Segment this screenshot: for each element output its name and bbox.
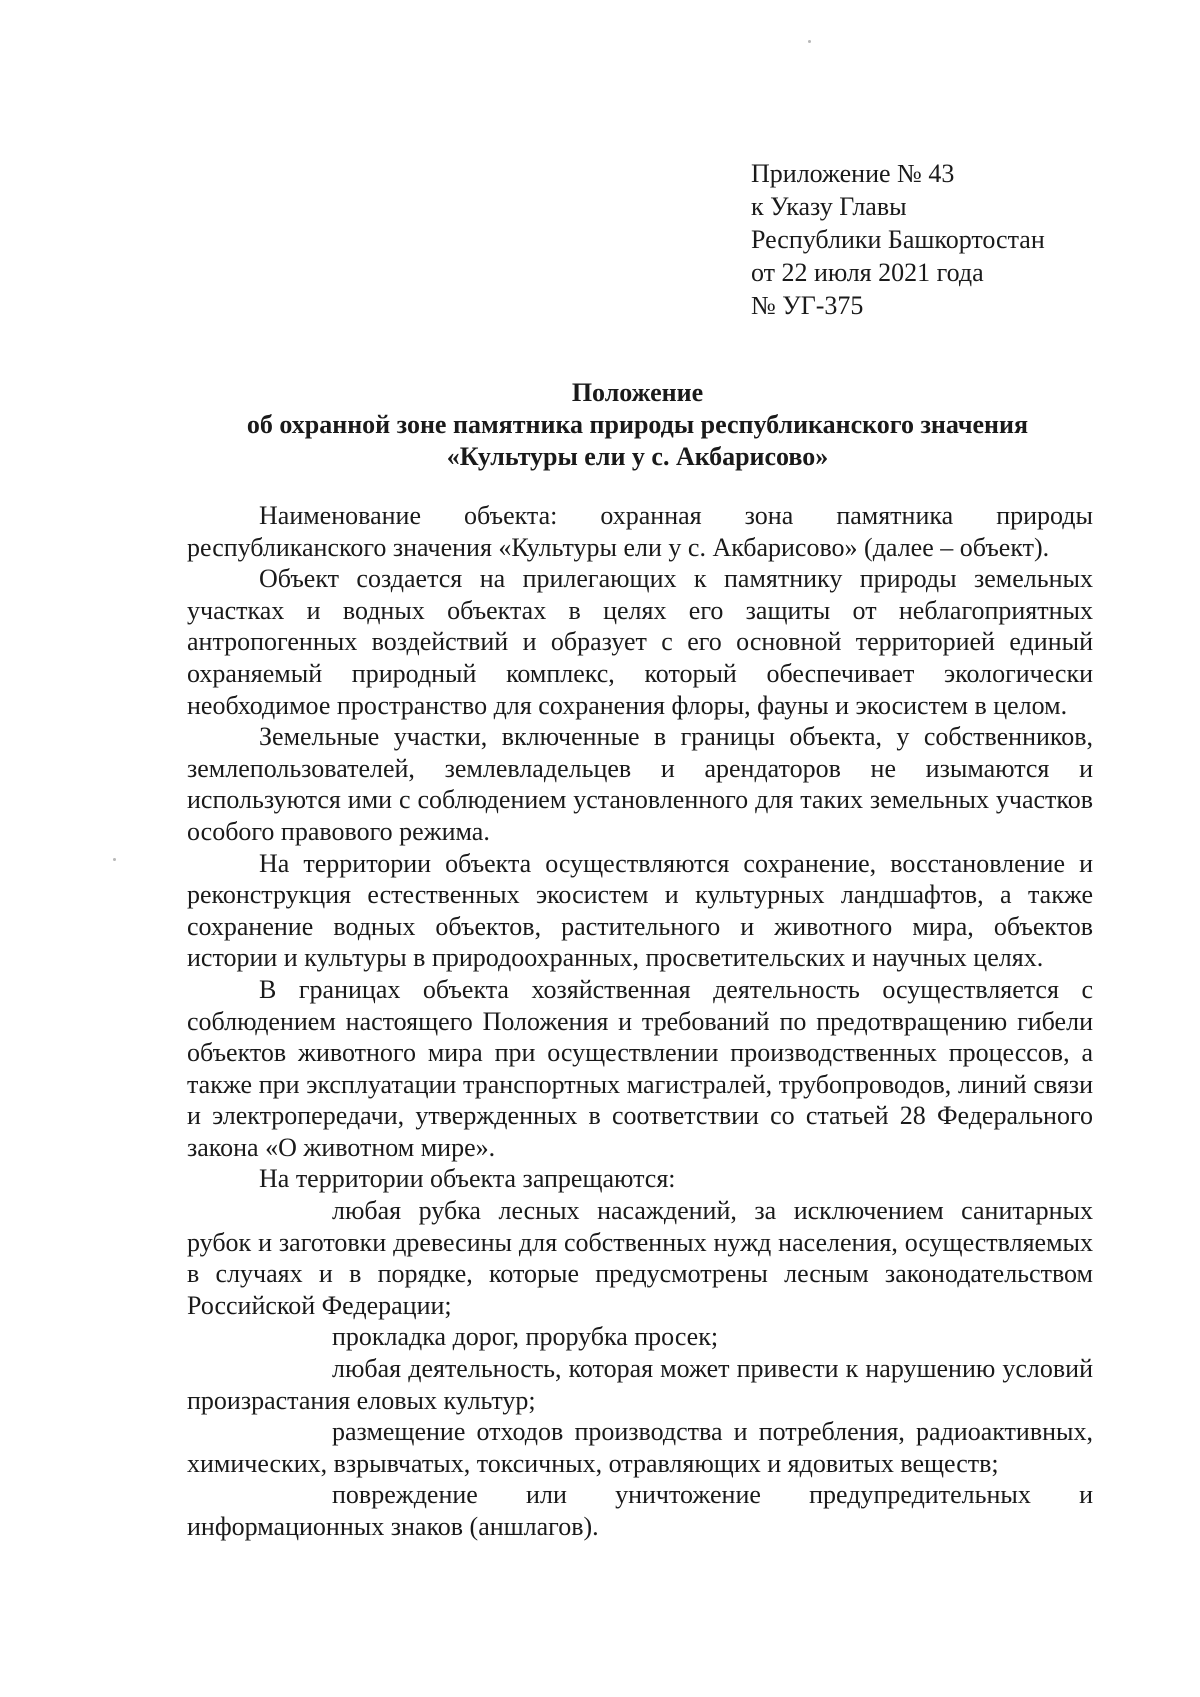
annex-header (751, 157, 1045, 322)
paragraph-land-plots: Земельные участки, включенные в границы объекта, у собственников, землепользователей, землевладельцев и арендаторов не изымаются и используются ими с соблюдением установленного для таких земельных участков особого правового режима. (187, 722, 1093, 846)
paragraph-prohibitions-intro: На территории объекта запрещаются: (259, 1164, 676, 1194)
prohibition-item: любая деятельность, которая может привести к нарушению условий произрастания еловых культур; (187, 1354, 1093, 1415)
title-line: «Культуры ели у с. Акбарисово» (446, 442, 829, 471)
paragraph-economic-activity: В границах объекта хозяйственная деятельность осуществляется с соблюдением настоящего Положения и требований по предотвращению гибели объектов животного мира при осуществлении производственных процессов, а также при эксплуатации транспортных магистралей, трубопроводов, линий связи и электропередачи, утвержденных в соответствии со статьей 28 Федерального закона «О животном мире». (187, 974, 1093, 1162)
paragraph-object-name: Наименование объекта: охранная зона памятника природы республиканского значения «Культуры ели у с. Акбарисово» (далее – объект). (187, 501, 1093, 562)
paragraph-conservation: На территории объекта осуществляются сохранение, восстановление и реконструкция естественных экосистем и культурных ландшафтов, а также сохранение водных объектов, растительного и животного мира, объектов истории и культуры в природоохранных, просветительских и научных целях. (187, 848, 1093, 973)
prohibition-item: любая рубка лесных насаждений, за исключением санитарных рубок и заготовки древесины для собственных нужд населения, осуществляемых в случаях и в порядке, которые предусмотрены лесным законодательством Российской Федерации; (187, 1196, 1093, 1320)
paragraph-purpose: Объект создается на прилегающих к памятнику природы земельных участках и водных объектах в целях его защиты от неблагоприятных антропогенных воздействий и образует с его основной территорией единый охраняемый природный комплекс, который обеспечивает экологически необходимое пространство для сохранения флоры, фауны и экосистем в целом. (187, 564, 1093, 720)
title-line: об охранной зоне памятника природы республиканского значения (246, 410, 1029, 439)
annex-line: к Указу Главы (751, 192, 907, 221)
prohibition-item: прокладка дорог, прорубка просек; (332, 1322, 719, 1352)
title-line: Положение (571, 378, 704, 407)
annex-line: Республики Башкортостан (751, 225, 1045, 254)
prohibition-item: повреждение или уничтожение предупредительных и информационных знаков (аншлагов). (187, 1480, 1093, 1541)
scan-artifact (113, 858, 116, 861)
scan-artifact (808, 40, 811, 43)
annex-line: от 22 июля 2021 года (751, 258, 984, 287)
document-body (187, 500, 1093, 1543)
annex-line: Приложение № 43 (751, 159, 955, 188)
document-title (150, 377, 1125, 473)
annex-line: № УГ-375 (751, 291, 864, 320)
prohibition-item: размещение отходов производства и потребления, радиоактивных, химических, взрывчатых, токсичных, отравляющих и ядовитых веществ; (187, 1417, 1093, 1478)
